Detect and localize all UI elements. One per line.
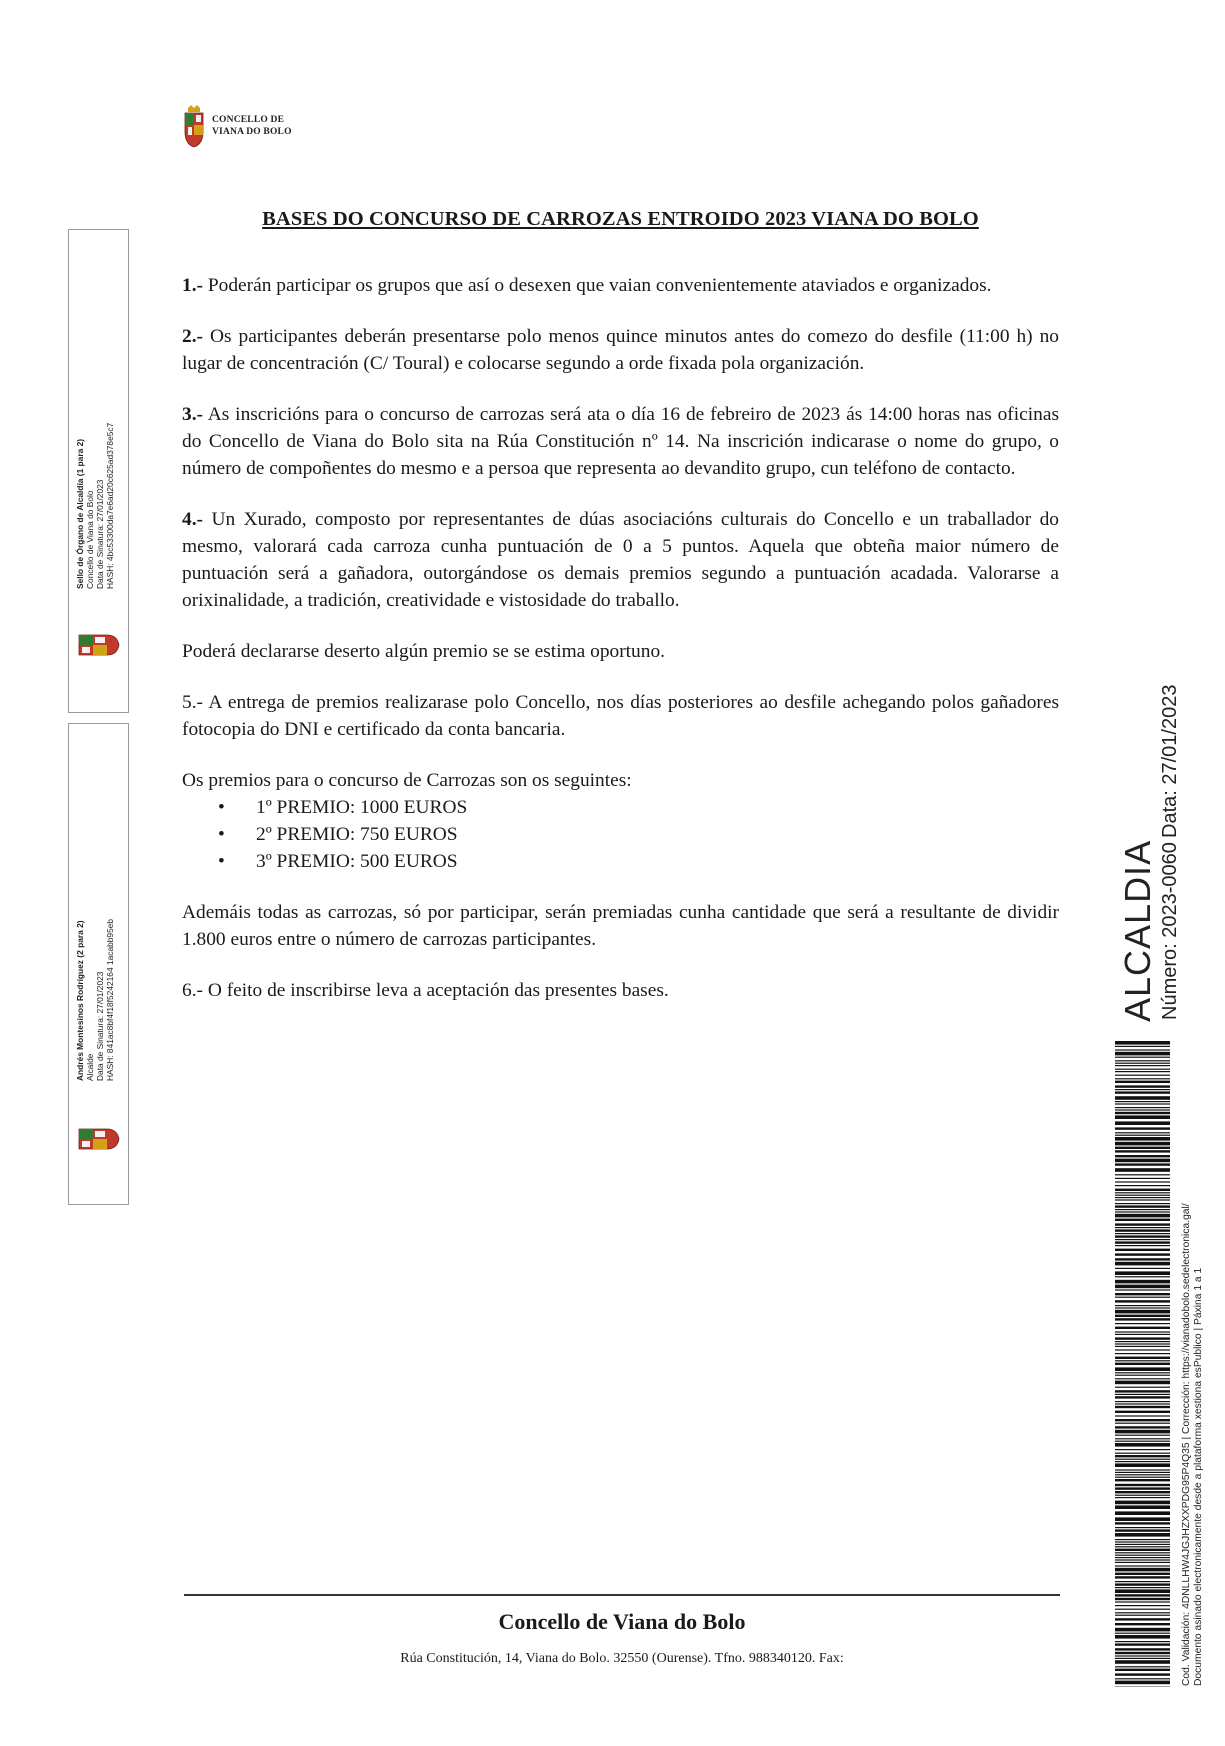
signature-1-line2: Concello de Viana do Bolo — [85, 490, 95, 589]
coat-of-arms-icon — [182, 104, 206, 148]
prizes-list — [182, 794, 1059, 875]
logo-line-2: VIANA DO BOLO — [212, 127, 292, 137]
prize-text: 2º PREMIO: 750 EUROS — [256, 824, 458, 845]
participation-note: Ademáis todas as carrozas, só por participar, serán premiadas cunha cantidade que será a resultante de dividir 1.800 euros entre o número de carrozas participantes. — [182, 902, 1059, 950]
coat-of-arms-icon — [77, 632, 121, 658]
clause-4-text: Un Xurado, composto por representantes de dúas asociacións culturais do Concello e un traballador do mesmo, valorará cada carroza cunha puntuación de 0 a 5 puntos. Aquela que obteña maior número de puntuación será a gañadora, outorgándose os demais premios segundo a puntuación acadada. Valorarse a orixinalidade, a tradición, creatividade e vistosidade do traballo. — [182, 509, 1059, 611]
document-date: Data: 27/01/2023 — [1159, 684, 1181, 838]
signature-2-date: Data de Sinatura: 27/01/2023 — [95, 971, 105, 1081]
coat-of-arms-icon — [77, 1126, 121, 1152]
footer-address: Rúa Constitución, 14, Viana do Bolo. 32550 (Ourense). Tfno. 988340120. Fax: — [400, 1651, 844, 1666]
bullet: • — [218, 797, 225, 818]
barcode-icon — [1115, 1041, 1170, 1687]
clause-3-text: As inscricións para o concurso de carrozas será ata o día 16 de febreiro de 2023 ás 14:00 horas nas oficinas do Concello de Viana do Bolo sita na Rúa Constitución nº 14. Na inscrición indicarase o nome do grupo, o número de compoñentes do mesmo e a persoa que representa ao devandito grupo, cun teléfono de contacto. — [182, 404, 1059, 479]
document-title: BASES DO CONCURSO DE CARROZAS ENTROIDO 2023 VIANA DO BOLO — [262, 208, 979, 230]
clause-1-number: 1.- — [182, 275, 204, 296]
validation-code-line2: Documento asinado electronicamente desde a plataforma xestiona esPublico | Páxina 1 a 1 — [1193, 1267, 1204, 1686]
deserto-note: Poderá declararse deserto algún premio se se estima oportuno. — [182, 641, 665, 662]
prize-item — [182, 821, 1059, 848]
council-logo — [182, 104, 292, 148]
clause-4 — [182, 506, 1059, 614]
signature-1-hash: HASH: 4bc53300da7e6ad20c625ad378e5c7 — [105, 422, 115, 589]
footer-council-name: Concello de Viana do Bolo — [498, 1609, 746, 1634]
clause-2-number: 2.- — [182, 326, 204, 347]
prize-item — [182, 794, 1059, 821]
signature-1-text — [75, 423, 115, 589]
prize-text: 1º PREMIO: 1000 EUROS — [256, 797, 468, 818]
footer-divider — [184, 1594, 1060, 1596]
clause-2 — [182, 323, 1059, 377]
prizes-intro: Os premios para o concurso de Carrozas son os seguintes: — [182, 770, 632, 791]
signature-2-line2: Alcalde — [85, 1053, 95, 1081]
prize-item — [182, 848, 1059, 875]
signature-box-2 — [68, 723, 129, 1205]
validation-code — [1181, 1203, 1205, 1686]
department-label: ALCALDIA — [1117, 839, 1158, 1022]
clause-4-number: 4.- — [182, 509, 204, 530]
signature-2-hash: HASH: 841ac8bf4f18f5242164 1acabb95eb — [105, 918, 115, 1081]
prize-text: 3º PREMIO: 500 EUROS — [256, 851, 458, 872]
signature-box-1 — [68, 229, 129, 713]
clause-5: 5.- A entrega de premios realizarase polo Concello, nos días posteriores ao desfile achegando polos gañadores fotocopia do DNI e certificado da conta bancaria. — [182, 692, 1059, 740]
bullet: • — [218, 851, 225, 872]
clause-3-number: 3.- — [182, 404, 204, 425]
document-body — [182, 272, 1059, 1028]
clause-2-text: Os participantes deberán presentarse polo menos quince minutos antes do comezo do desfile (11:00 h) no lugar de concentración (C/ Toural) e colocarse segundo a orde fixada pola organización. — [182, 326, 1059, 374]
signature-1-date: Data de Sinatura: 27/01/2023 — [95, 479, 105, 589]
signature-1-title: Sello de Órgano de Alcaldía (1 para 2) — [75, 438, 85, 589]
clause-3 — [182, 401, 1059, 482]
signature-2-title: Andrés Montesinos Rodríguez (2 para 2) — [75, 920, 85, 1081]
signature-2-text — [75, 919, 115, 1081]
clause-6: 6.- O feito de inscribirse leva a aceptación das presentes bases. — [182, 980, 669, 1001]
logo-line-1: CONCELLO DE — [212, 115, 285, 125]
clause-1-text: Poderán participar os grupos que así o desexen que vaian convenientemente ataviados e organizados. — [203, 275, 992, 296]
document-number: Número: 2023-0060 — [1159, 842, 1181, 1020]
validation-code-line1: Cod. Validación: 4DNLLHW4JGJHZXXPDG95P4Q35 | Corrección: https://vianadobolo.sedelectronica.gal/ — [1181, 1203, 1192, 1686]
clause-1 — [182, 272, 1059, 299]
bullet: • — [218, 824, 225, 845]
